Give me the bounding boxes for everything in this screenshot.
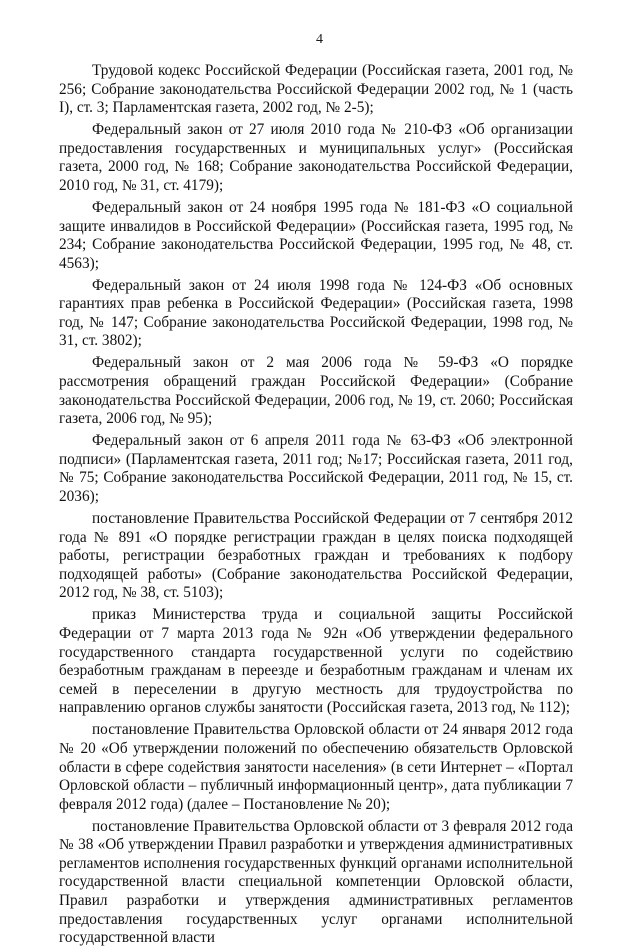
paragraph-law-181fz: Федеральный закон от 24 ноября 1995 года № 181-ФЗ «О социальной защите инвалидов в Российской Федерации» (Российская газета, 1995 год, № 234; Собрание законодательства Российской Федерации, 1995 год, № 48, ст. 4563); <box>59 198 573 272</box>
page-number: 4 <box>316 32 323 47</box>
paragraph-labor-code: Трудовой кодекс Российской Федерации (Российская газета, 2001 год, № 256; Собрание законодательства Российской Федерации 2002 год, № 1 (часть I), ст. 3; Парламентская газета, 2002 год, № 2-5); <box>59 62 573 117</box>
paragraph-law-210fz: Федеральный закон от 27 июля 2010 года № 210-ФЗ «Об организации предоставления государственных и муниципальных услуг» (Российская газета, 2000 год, № 168; Собрание законодательства Российской Федерации, 2010 год, № 31, ст. 4179); <box>59 121 573 194</box>
paragraph-law-124fz: Федеральный закон от 24 июля 1998 года № 124-ФЗ «Об основных гарантиях прав ребенка в Российской Федерации» (Российская газета, 1998 год, № 147; Собрание законодательства Российской Федерации, 1998 год, № 31, ст. 3802); <box>59 276 573 350</box>
paragraph-order-92n: приказ Министерства труда и социальной защиты Российской Федерации от 7 марта 2013 года № 92н «Об утверждении федерального государственного стандарта государственной услуги по содействию безработным гражданам в переезде и безработным гражданам и членам их семей в переселении в другую местность для трудоустройства по направлению органов службы занятости (Российская газета, 2013 год, № 112); <box>59 606 573 717</box>
paragraph-law-63fz: Федеральный закон от 6 апреля 2011 года № 63-ФЗ «Об электронной подписи» (Парламентская газета, 2011 год; №17; Российская газета, 2011 год, № 75; Собрание законодательства Российской Федерации, 2011 год, № 15, ст. 2036); <box>59 432 573 506</box>
document-body <box>59 62 573 951</box>
paragraph-decree-891: постановление Правительства Российской Федерации от 7 сентября 2012 года № 891 «О порядке регистрации граждан в целях поиска подходящей работы, регистрации безработных граждан и требованиях к подбору подходящей работы» (Собрание законодательства Российской Федерации, 2012 год, № 38, ст. 5103); <box>59 510 573 602</box>
paragraph-law-59fz: Федеральный закон от 2 мая 2006 года № 59-ФЗ «О порядке рассмотрения обращений граждан Российской Федерации» (Собрание законодательства Российской Федерации, 2006 год, № 19, ст. 2060; Российская газета, 2006 год, № 95); <box>59 354 573 428</box>
paragraph-resolution-20: постановление Правительства Орловской области от 24 января 2012 года № 20 «Об утверждении положений по обеспечению обязательств Орловской области в сфере содействия занятости населения» (в сети Интернет – «Портал Орловской области – публичный информационный центр», дата публикации 7 февраля 2012 года) (далее – Постановление № 20); <box>59 721 573 813</box>
paragraph-resolution-38: постановление Правительства Орловской области от 3 февраля 2012 года № 38 «Об утверждении Правил разработки и утверждения административных регламентов исполнения государственных функций органами исполнительной государственной власти специальной компетенции Орловской области, Правил разработки и утверждения административных регламентов предоставления государственных услуг органами исполнительной государственной власти <box>59 817 573 947</box>
